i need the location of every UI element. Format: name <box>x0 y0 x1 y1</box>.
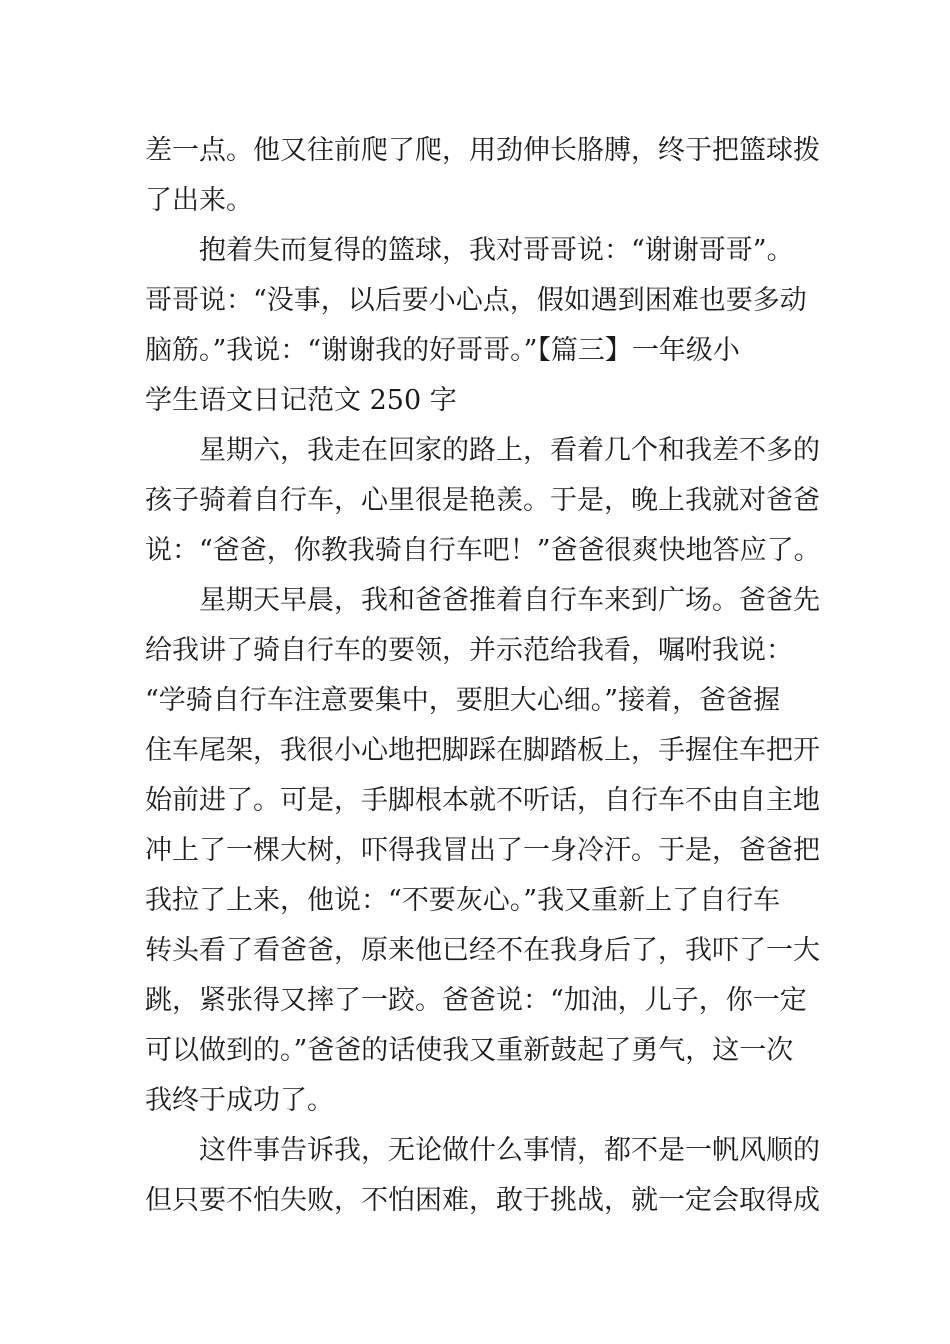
text-line: 冲上了一棵大树，吓得我冒出了一身冷汗。于是，爸爸把 <box>145 835 820 866</box>
text-line: 转头看了看爸爸，原来他已经不在我身后了，我吓了一大 <box>145 935 820 966</box>
text-line: 住车尾架，我很小心地把脚踩在脚踏板上，手握住车把开 <box>145 735 820 766</box>
text-line: 学生语文日记范文 250 字 <box>145 385 457 416</box>
body-text <box>145 126 821 1226</box>
text-line: 说：“爸爸，你教我骑自行车吧！”爸爸很爽快地答应了。 <box>145 535 821 566</box>
text-line: 这件事告诉我，无论做什么事情，都不是一帆风顺的 <box>199 1135 820 1166</box>
text-line: 孩子骑着自行车，心里很是艳羡。于是，晚上我就对爸爸 <box>145 485 820 516</box>
text-line: 差一点。他又往前爬了爬，用劲伸长胳膊，终于把篮球拨 <box>145 135 820 166</box>
text-line: 但只要不怕失败，不怕困难，敢于挑战，就一定会取得成 <box>145 1185 820 1216</box>
text-line: 给我讲了骑自行车的要领，并示范给我看，嘱咐我说： <box>145 635 793 666</box>
text-line: 我拉了上来，他说：“不要灰心。”我又重新上了自行车 <box>145 885 781 916</box>
text-line: 可以做到的。”爸爸的话使我又重新鼓起了勇气，这一次 <box>145 1035 794 1066</box>
text-line: 星期天早晨，我和爸爸推着自行车来到广场。爸爸先 <box>199 585 820 616</box>
text-line: 我终于成功了。 <box>145 1085 334 1116</box>
text-line: 星期六，我走在回家的路上，看着几个和我差不多的 <box>199 435 820 466</box>
text-line: 始前进了。可是，手脚根本就不听话，自行车不由自主地 <box>145 785 820 816</box>
text-line: 脑筋。”我说：“谢谢我的好哥哥。”【篇三】一年级小 <box>145 335 740 366</box>
text-line: “学骑自行车注意要集中，要胆大心细。”接着，爸爸握 <box>145 685 781 716</box>
text-line: 哥哥说：“没事，以后要小心点，假如遇到困难也要多动 <box>145 285 807 316</box>
text-line: 抱着失而复得的篮球，我对哥哥说：“谢谢哥哥”。 <box>199 235 794 266</box>
text-line: 跳，紧张得又摔了一跤。爸爸说：“加油，儿子，你一定 <box>145 985 807 1016</box>
text-line: 了出来。 <box>145 185 253 216</box>
